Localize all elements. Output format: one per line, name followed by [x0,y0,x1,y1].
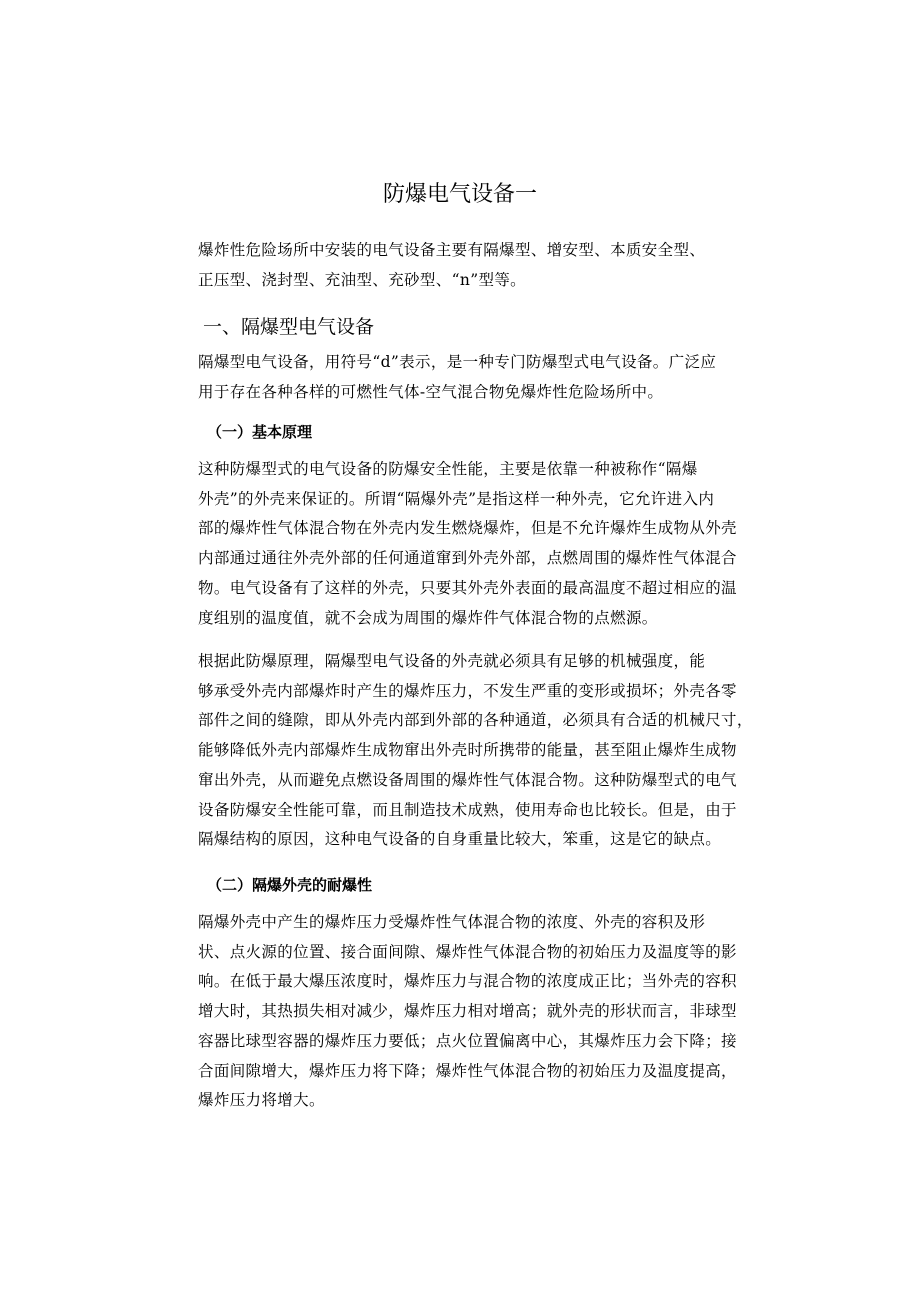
subsection-heading-explosion-resistance: （二）隔爆外壳的耐爆性 [207,876,373,894]
document-title: 防爆电气设备一 [382,182,537,207]
section-heading-flameproof: 一、隔爆型电气设备 [203,316,375,338]
text-line: 设备防爆安全性能可靠，而且制造技术成熟，使用寿命也比较长。但是，由于 [198,800,737,819]
text-line: 响。在低于最大爆压浓度时，爆炸压力与混合物的浓度成正比；当外壳的容积 [198,972,737,991]
principle-paragraph-2 [167,647,757,855]
subsection-heading-basic-principle: （一）基本原理 [207,423,313,441]
text-line: 隔爆结构的原因，这种电气设备的自身重量比较大，笨重，这是它的缺点。 [198,830,722,849]
text-line: 这种防爆型式的电气设备的防爆安全性能，主要是依靠一种被称作“隔爆 [198,460,698,478]
text-line: 正压型、浇封型、充油型、充砂型、“n”型等。 [198,270,527,289]
text-line: 部件之间的缝隙，即从外壳内部到外部的各种通道，必须具有合适的机械尺寸， [198,711,753,730]
text-line: 能够降低外壳内部爆炸生成物窜出外壳时所携带的能量，甚至阻止爆炸生成物 [198,741,737,760]
text-line: 爆炸压力将增大。 [198,1091,325,1110]
text-line: 容器比球型容器的爆炸压力要低；点火位置偏离中心，其爆炸压力会下降；接 [198,1031,737,1050]
text-line: 部的爆炸性气体混合物在外壳内发生燃烧爆炸，但是不允许爆炸生成物从外壳 [198,519,737,538]
text-line: 外壳”的外壳来保证的。所谓“隔爆外壳”是指这样一种外壳，它允许进入内 [198,489,715,508]
section1-paragraph [167,348,757,407]
text-line: 窜出外壳，从而避免点燃设备周围的爆炸性气体混合物。这种防爆型式的电气 [198,770,737,789]
text-line: 物。电气设备有了这样的外壳，只要其外壳外表面的最高温度不超过相应的温 [198,578,737,597]
intro-paragraph [167,236,757,295]
principle-paragraph-1 [167,455,757,633]
text-line: 隔爆型电气设备，用符号“d”表示，是一种专门防爆型式电气设备。广泛应 [198,353,717,371]
text-line: 隔爆外壳中产生的爆炸压力受爆炸性气体混合物的浓度、外壳的容积及形 [198,913,706,931]
text-line: 爆炸性危险场所中安装的电气设备主要有隔爆型、增安型、本质安全型、 [198,241,706,259]
text-line: 状、点火源的位置、接合面间隙、爆炸性气体混合物的初始压力及温度等的影 [198,942,737,961]
text-line: 合面间隙增大，爆炸压力将下降；爆炸性气体混合物的初始压力及温度提高， [198,1061,737,1080]
text-line: 根据此防爆原理，隔爆型电气设备的外壳就必须具有足够的机械强度，能 [198,652,706,670]
text-line: 内部通过通往外壳外部的任何通道窜到外壳外部，点燃周围的爆炸性气体混合 [198,549,737,568]
text-line: 增大时，其热损失相对减少，爆炸压力相对增高；就外壳的形状而言，非球型 [198,1002,737,1021]
resistance-paragraph [167,908,757,1116]
text-line: 用于存在各种各样的可燃性气体-空气混合物免爆炸性危险场所中。 [198,382,664,401]
text-line: 够承受外壳内部爆炸时产生的爆炸压力，不发生严重的变形或损坏；外壳各零 [198,681,737,700]
text-line: 度组别的温度值，就不会成为周围的爆炸件气体混合物的点燃源。 [198,608,658,627]
